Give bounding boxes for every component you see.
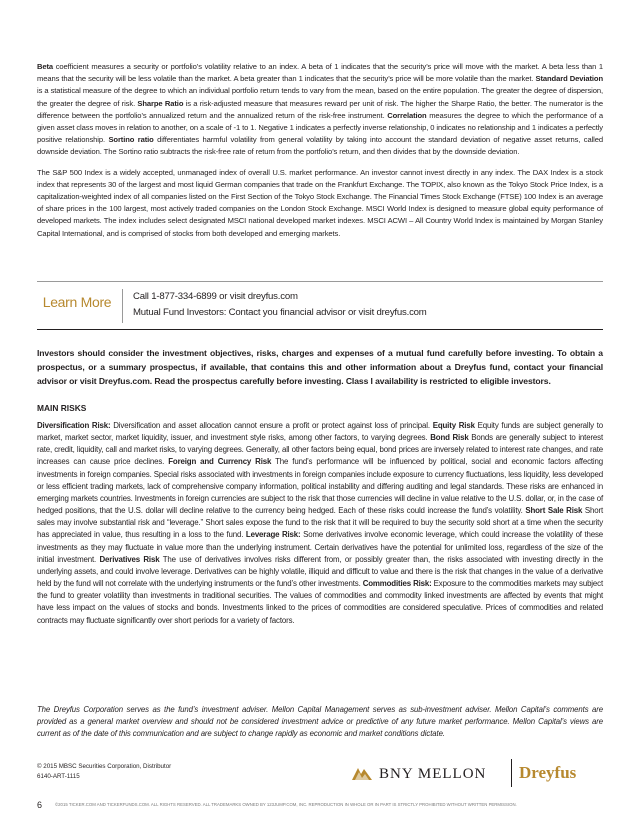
learn-more-contact xyxy=(133,289,427,321)
term-label: Bond Risk xyxy=(430,433,469,443)
bny-mellon-wordmark: BNY MELLON xyxy=(379,765,487,782)
section-divider xyxy=(37,329,603,330)
definitions-indexes: The S&P 500 Index is a widely accepted, unmanaged index of overall U.S. market performance. An investor cannot invest directly in any index. The DAX Index is a stock index that represents 30 of the largest and most liquid German companies that trade on the Frankfurt Exchange. The TOPIX, also known as the Tokyo Stock Price Index, is a capitalization-weighted index of all companies listed on the First Section of the Tokyo Stock Exchange. The Financial Times Stock Exchange (FTSE) 100 Index is an average of share prices in the 100 largest, most actively traded companies on the London Stock Exchange. MSCI World Index is designed to measure global equity performance of developed markets. The index includes select designated MSCI national developed market indexes. MSCI ACWI – All Country World Index is maintained by Morgan Stanley Capital International, and is comprised of stocks from both developed and emerging markets. xyxy=(37,167,603,238)
term-label: Standard Deviation xyxy=(535,74,603,84)
definitions-risk-measures xyxy=(37,61,603,159)
term-text: Exposure to the commodities markets may subject the fund to greater volatility than investments in traditional securities. The values of commodities and commodity linked investments are affected by events that might have less impact on the values of stocks and bonds. Investments linked to the prices of commodities are considered speculative. Prices of commodities and related contracts may fluctuate significantly over short periods for a variety of factors. xyxy=(37,579,603,625)
main-risks-heading: MAIN RISKS xyxy=(37,403,87,413)
dreyfus-logo: Dreyfus xyxy=(519,763,577,782)
page-number: 6 xyxy=(37,800,43,810)
legal-footer: ©2015 TICKER.COM AND TICKERFUNDS.COM. ALL RIGHTS RESERVED. ALL TRADEMARKS OWNED BY 123JUMP.COM, INC. REPRODUCTION IN WHOLE OR IN PART IS STRICTLY PROHIBITED WITHOUT WRITTEN PERMISSION. xyxy=(55,802,517,807)
learn-more-divider xyxy=(122,289,123,323)
term-text: differentiates harmful volatility from general volatility by taking into account the standard deviation of negative asset returns, called downside deviation. The Sortino ratio subtracts the risk-free rate of return from the portfolio’s return, and then divides that by the downside deviation. xyxy=(37,135,603,157)
term-label: Correlation xyxy=(387,110,427,120)
bny-mellon-mark-icon xyxy=(351,766,373,782)
term-text: Some derivatives involve economic leverage, which could increase the volatility of these investments as they may fluctuate in value more than the underlying instrument. Certain derivatives have the potential for unlimited loss, regardless of the size of the initial investment. xyxy=(37,530,603,564)
term-text: Short sales may involve substantial risk and “leverage.” Short sales expose the fund to the risk that it will be required to buy the security sold short at a time when the security has appreciated in value, thus resulting in a loss to the fund. xyxy=(37,506,604,540)
learn-more-phone-line: Call 1-877-334-6899 or visit dreyfus.com xyxy=(133,291,298,302)
term-text: Diversification and asset allocation cannot ensure a profit or protect against loss of principal. xyxy=(110,421,433,430)
learn-more-title: Learn More xyxy=(42,294,112,310)
term-label: Commodities Risk: xyxy=(362,579,432,589)
term-label: Sharpe Ratio xyxy=(137,98,184,108)
learn-more-box xyxy=(37,281,603,331)
term-label: Diversification Risk: xyxy=(37,421,111,430)
footer-distributor xyxy=(37,762,171,782)
term-label: Equity Risk xyxy=(432,421,475,430)
term-label: Derivatives Risk xyxy=(99,554,160,564)
main-risks-body xyxy=(37,420,603,627)
term-text: Bonds are generally subject to interest rate, credit, liquidity, call and market risks, to varying degrees. Generally, all other factors being equal, bond prices are inversely related to interest rate changes, and rate increases can cause price declines. xyxy=(37,433,603,467)
term-text: is a risk-adjusted measure that measures reward per unit of risk. The higher the Sharpe Ratio, the better. The numerator is the difference between the portfolio’s annualized return and the annualized return of the risk-free instrument. xyxy=(37,98,604,120)
footer-copyright: © 2015 MBSC Securities Corporation, Distributor xyxy=(37,763,172,770)
term-label: Foreign and Currency Risk xyxy=(168,457,272,467)
adviser-note: The Dreyfus Corporation serves as the fund’s investment adviser. Mellon Capital Management serves as sub-investment adviser. Mellon Capital’s comments are provided as a general market overview and should not be considered investment advice or predictive of any future market performance. Mellon Capital’s views are current as of the date of this communication and are subject to change rapidly as economic and market conditions dictate. xyxy=(37,705,603,739)
footer-code: 6140-ART-1115 xyxy=(37,773,80,780)
learn-more-advisor-line: Mutual Fund Investors: Contact you financial advisor or visit dreyfus.com xyxy=(133,307,427,318)
term-text: The fund’s performance will be influenced by political, social and economic factors affecting investments in foreign companies. Special risks associated with investments in foreign companies include exposure to currency fluctuations, less liquidity, less developed or less efficient trading markets, lack of comprehensive company information, political instability and differing auditing and legal standards. These risks are enhanced in emerging markets countries. Investments in foreign currencies are subject to the risk that those currencies will decline in value relative to the U.S. dollar, or, in the case of hedged positions, that the U.S. dollar will decline relative to the currency being hedged. Each of these risks could increase the fund’s volatility. xyxy=(37,457,604,516)
term-text: coefficient measures a security or portfolio’s volatility relative to an index. A beta of 1 indicates that the security’s price will move with the market. A beta less than 1 means that the security will be less volatile than the market. A beta greater than 1 indicates that the security’s price will be more volatile than the market. xyxy=(37,62,603,84)
term-text: measures the degree to which the performance of a given asset class moves in relation to another, on a scale of -1 to 1. Negative 1 indicates a perfectly inverse relationship, 0 indicates no relationship and 1 indicates a perfectly positive relationship. xyxy=(37,110,603,145)
logo-separator xyxy=(511,759,512,787)
term-text: is a statistical measure of the degree to which an individual portfolio return tends to vary from the mean, based on the entire population. The greater the degree of dispersion, the greater the degree of risk. xyxy=(37,86,603,108)
term-label: Leverage Risk: xyxy=(245,530,301,540)
definitions-section xyxy=(37,61,603,248)
term-label: Beta xyxy=(37,62,54,71)
bny-mellon-logo xyxy=(351,764,486,784)
term-label: Short Sale Risk xyxy=(525,506,583,516)
investors-notice: Investors should consider the investment objectives, risks, charges and expenses of a mutual fund carefully before investing. To obtain a prospectus, or a summary prospectus, if available, that contains this and other information about a Dreyfus fund, contact your financial advisor or visit Dreyfus.com. Read the prospectus carefully before investing. Class I availability is restricted to eligible investors. xyxy=(37,348,603,386)
term-text: Equity funds are subject generally to market, market sector, market liquidity, issuer, and investment style risks, among other factors, to varying degrees. xyxy=(37,421,603,443)
term-label: Sortino ratio xyxy=(108,135,154,145)
term-text: The use of derivatives involves risks different from, or possibly greater than, the risks associated with investing directly in the underlying assets, and could involve leverage. Derivatives can be highly volatile, illiquid and difficult to value and there is the risk that changes in the value of a derivative held by the fund will not correlate with the underlying instruments or the fund’s other investments. xyxy=(37,554,603,589)
